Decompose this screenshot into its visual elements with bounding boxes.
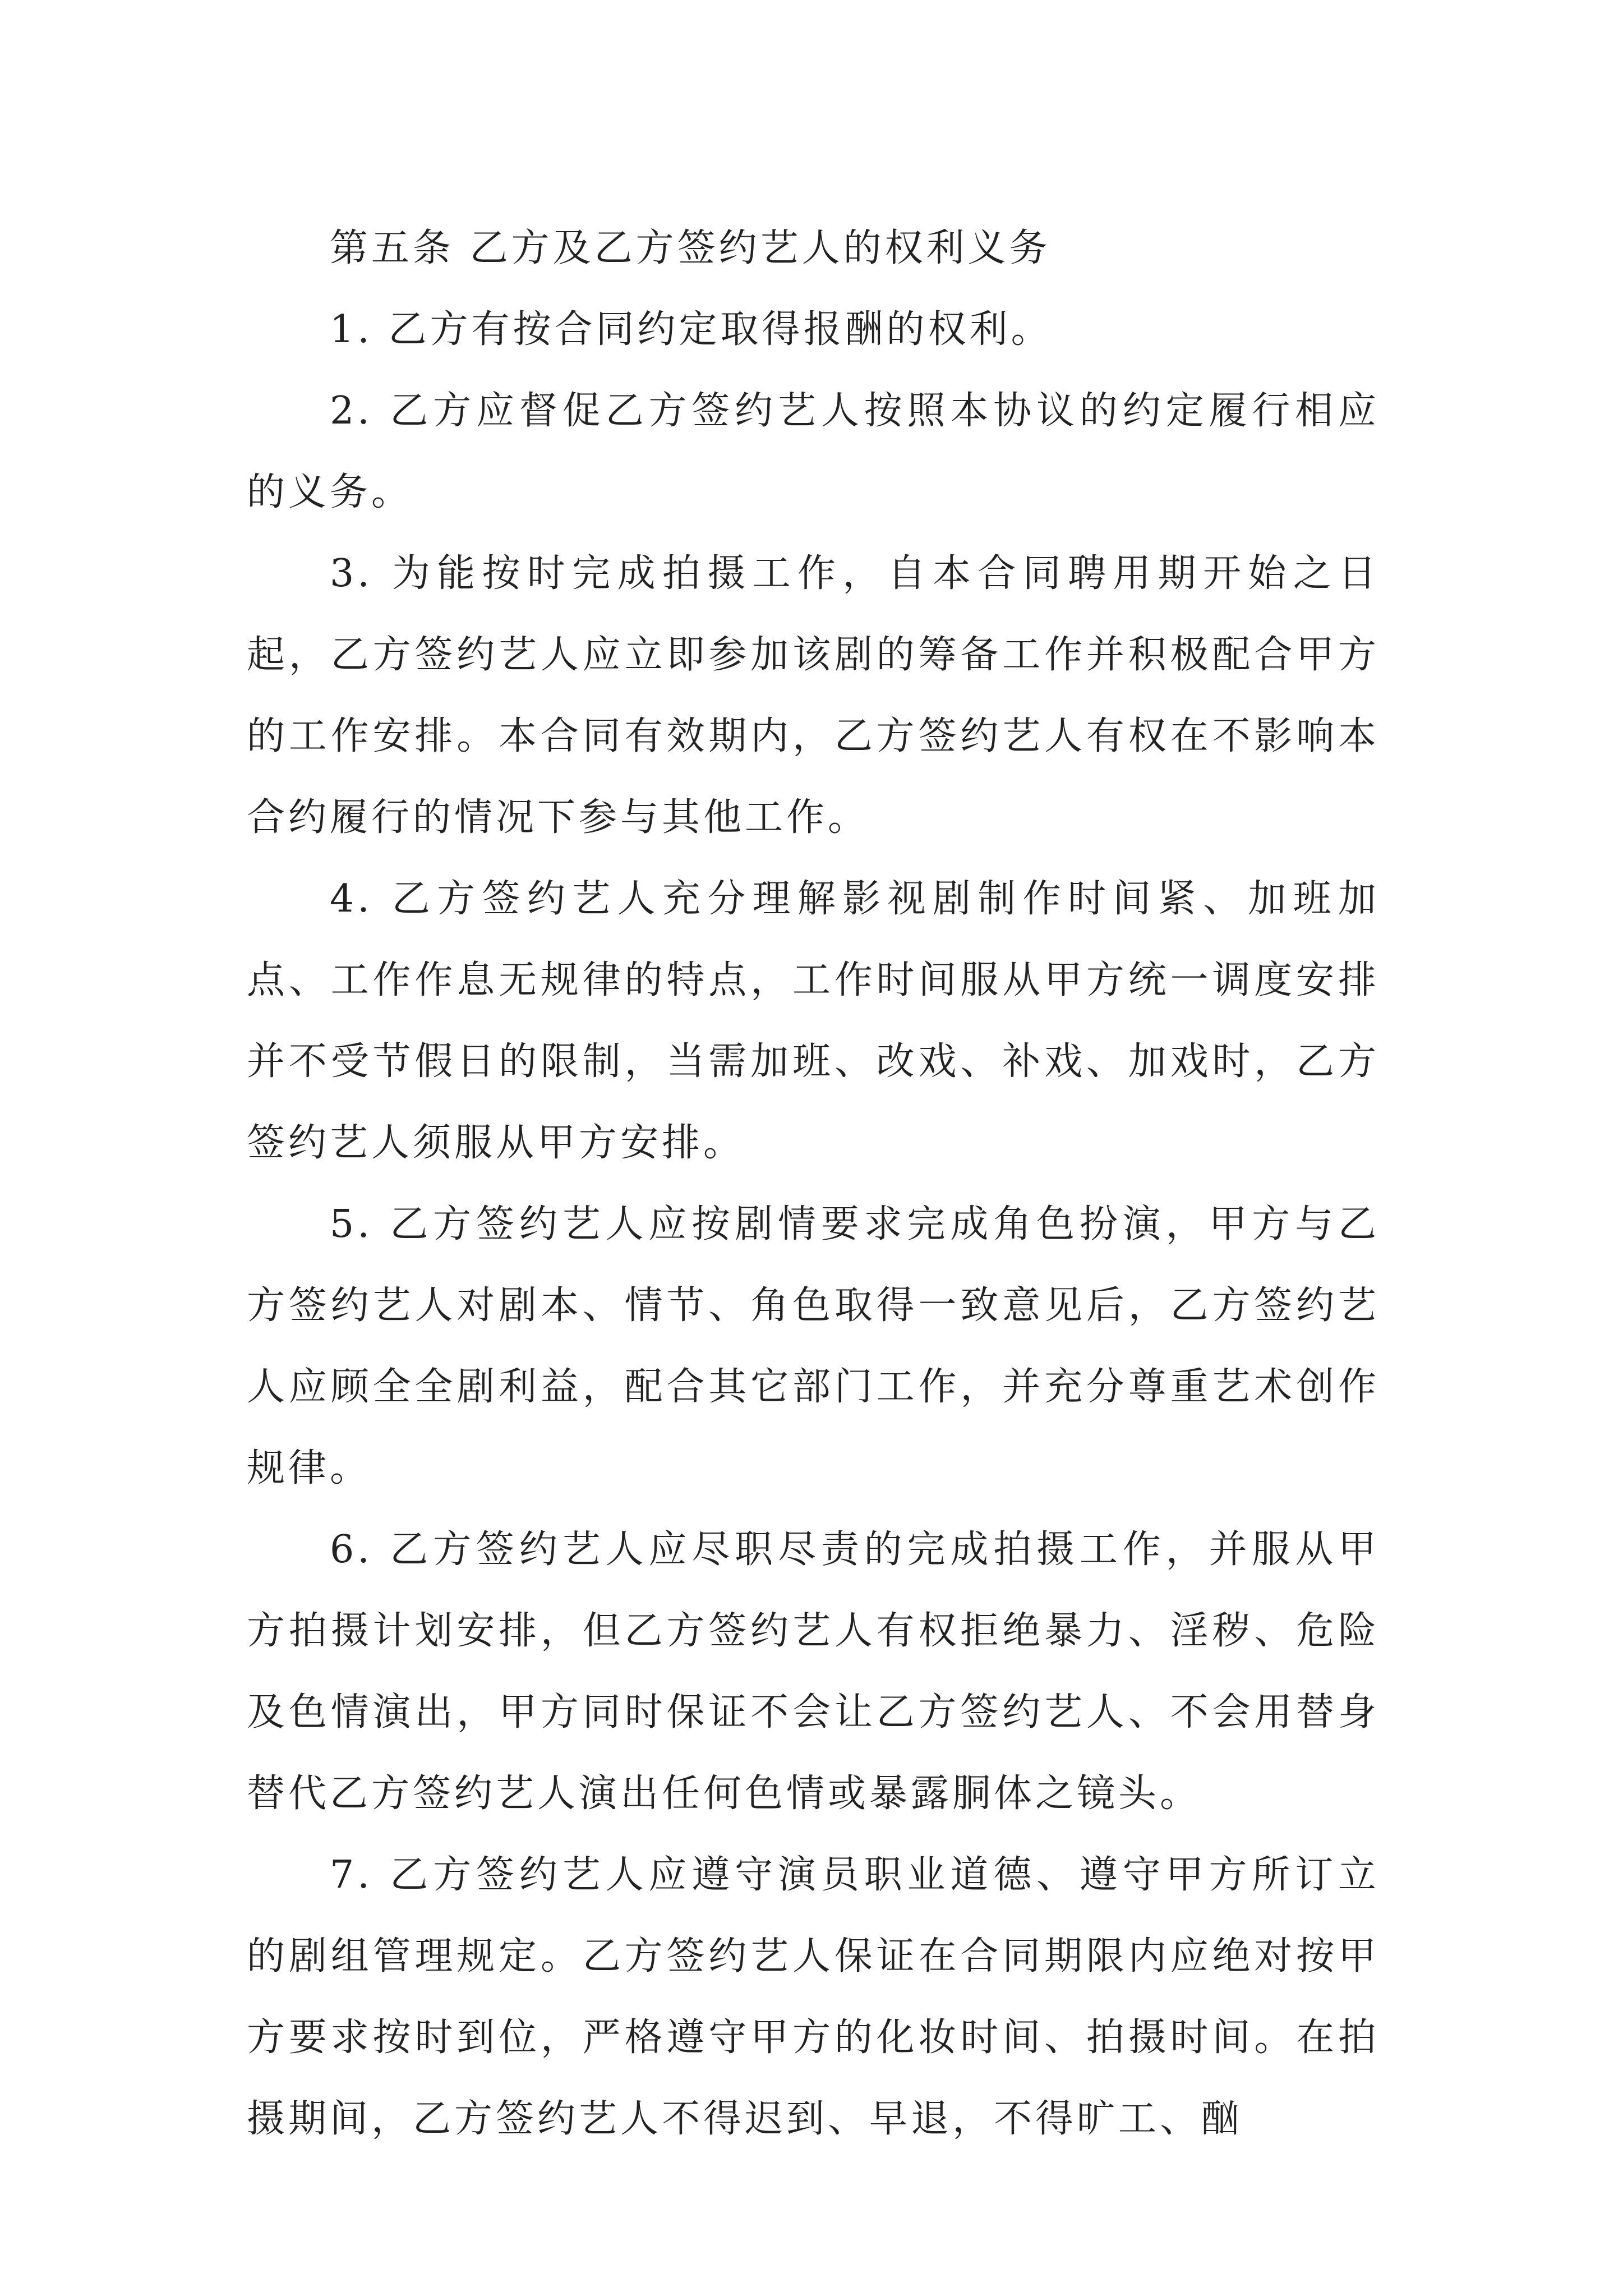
section-title: 第五条 乙方及乙方签约艺人的权利义务 (330, 226, 1051, 270)
paragraph-2: 2. 乙方应督促乙方签约艺人按照本协议的约定履行相应的义务。 (247, 389, 1380, 514)
document-body (247, 208, 1380, 2160)
paragraph-5: 5. 乙方签约艺人应按剧情要求完成角色扮演，甲方与乙方签约艺人对剧本、情节、角色取得一致意见后，乙方签约艺人应顾全全剧利益，配合其它部门工作，并充分尊重艺术创作规律。 (247, 1202, 1380, 1490)
paragraph-4: 4. 乙方签约艺人充分理解影视剧制作时间紧、加班加点、工作作息无规律的特点，工作时间服从甲方统一调度安排并不受节假日的限制，当需加班、改戏、补戏、加戏时，乙方签约艺人须服从甲方安排。 (247, 877, 1380, 1165)
paragraph-6: 6. 乙方签约艺人应尽职尽责的完成拍摄工作，并服从甲方拍摄计划安排，但乙方签约艺人有权拒绝暴力、淫秽、危险及色情演出，甲方同时保证不会让乙方签约艺人、不会用替身替代乙方签约艺人演出任何色情或暴露胴体之镜头。 (247, 1527, 1380, 1816)
paragraph-3: 3. 为能按时完成拍摄工作，自本合同聘用期开始之日起，乙方签约艺人应立即参加该剧的筹备工作并积极配合甲方的工作安排。本合同有效期内，乙方签约艺人有权在不影响本合约履行的情况下参与其他工作。 (247, 551, 1380, 840)
paragraph-1: 1. 乙方有按合同约定取得报酬的权利。 (330, 307, 1053, 352)
paragraph-7: 7. 乙方签约艺人应遵守演员职业道德、遵守甲方所订立的剧组管理规定。乙方签约艺人保证在合同期限内应绝对按甲方要求按时到位，严格遵守甲方的化妆时间、拍摄时间。在拍摄期间，乙方签约艺人不得迟到、早退，不得旷工、酗 (247, 1853, 1380, 2141)
